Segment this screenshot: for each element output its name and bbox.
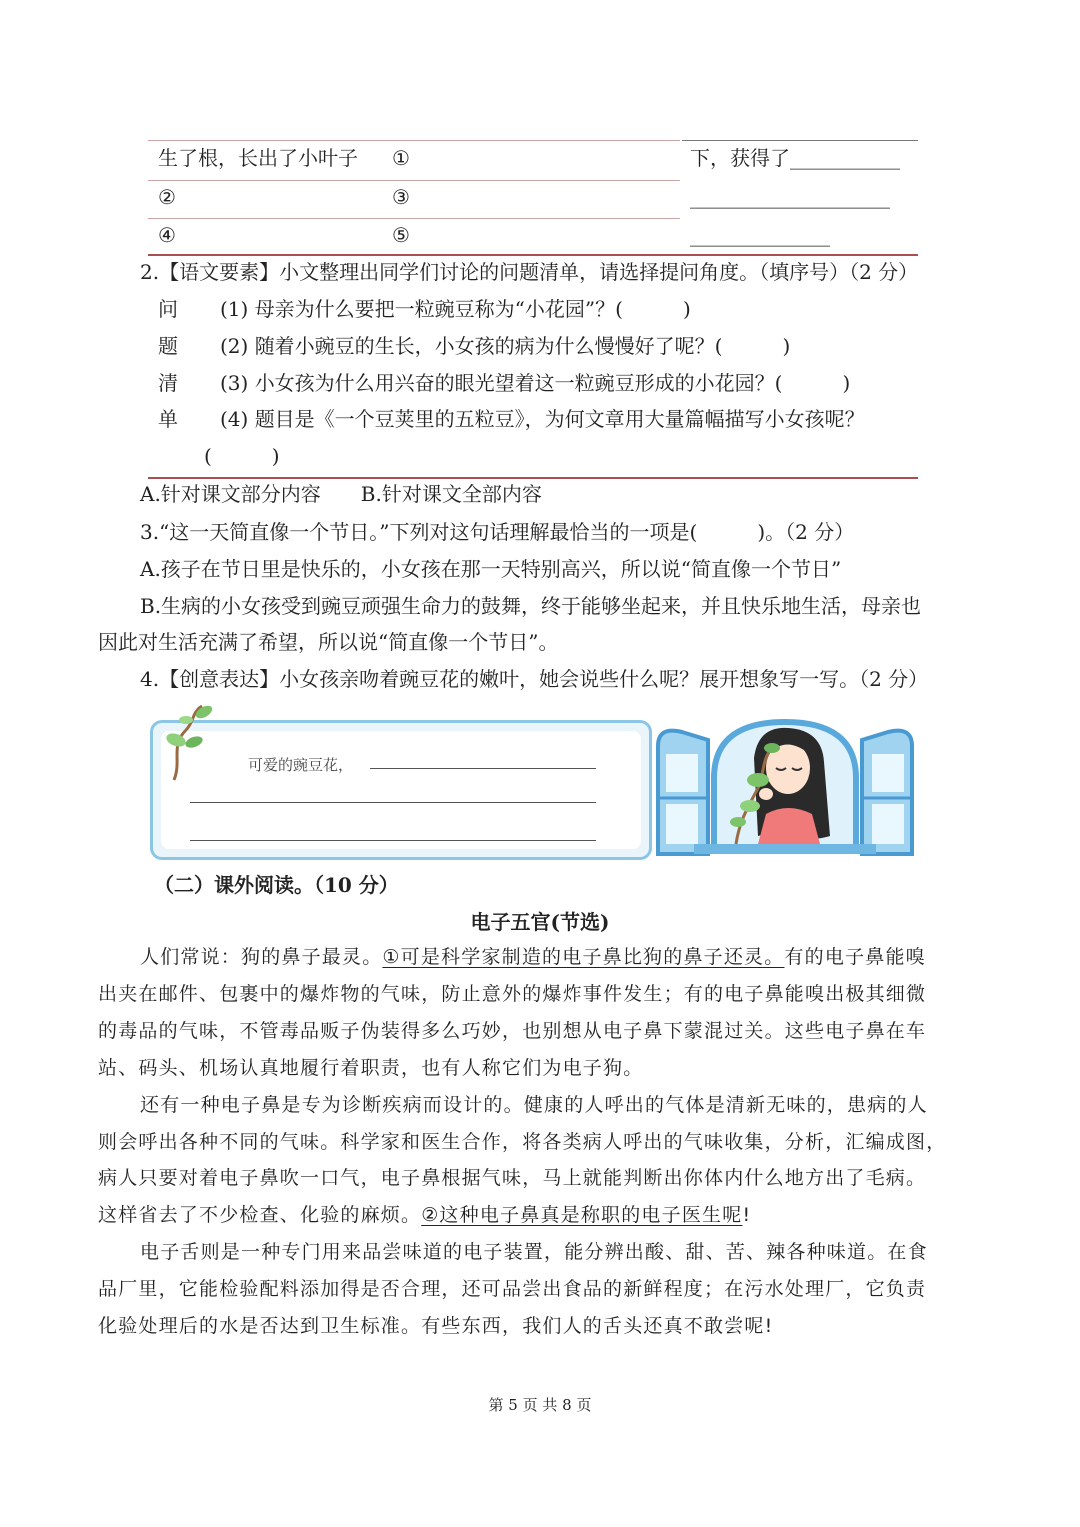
passage-text: 人们常说：狗的鼻子最灵。: [140, 946, 383, 968]
question-options: A.针对课文部分内容 B.针对课文全部内容: [140, 482, 542, 506]
passage-line: 站、码头、机场认真地履行着职责，也有人称它们为电子狗。: [98, 1057, 644, 1079]
section-heading: （二）课外阅读。（10 分）: [154, 873, 399, 897]
question-item: (2) 随着小豌豆的生长，小女孩的病为什么慢慢好了呢？( ): [220, 334, 791, 358]
question-stem: 2.【语文要素】小文整理出同学们讨论的问题清单，请选择提问角度。（填序号）（2 分）: [140, 260, 919, 284]
passage-line: 出夹在邮件、包裹中的爆炸物的气味，防止意外的爆炸事件发生；有的电子鼻能嗅出极其细微: [98, 983, 927, 1005]
writing-line: [370, 768, 596, 769]
answer-blank[interactable]: 下，获得了___________: [690, 146, 900, 170]
passage-line: 的毒品的气味，不管毒品贩子伪装得多么巧妙，也别想从电子鼻下蒙混过关。这些电子鼻在车: [98, 1020, 927, 1042]
option-a: A.孩子在节日里是快乐的，小女孩在那一天特别高兴，所以说“简直像一个节日”: [140, 557, 842, 581]
table-cell: ①: [392, 146, 410, 170]
passage-line: 电子舌则是一种专门用来品尝味道的电子装置，能分辨出酸、甜、苦、辣各种味道。在食: [140, 1241, 928, 1263]
question-stem: 3.“这一天简直像一个节日。”下列对这句话理解最恰当的一项是( )。（2 分）: [140, 520, 855, 544]
question-stem: 4.【创意表达】小女孩亲吻着豌豆花的嫩叶，她会说些什么呢？展开想象写一写。（2 分）: [140, 667, 929, 691]
answer-blank[interactable]: ____________________: [690, 185, 890, 209]
writing-line: [190, 840, 596, 841]
side-label: 单: [158, 407, 178, 431]
option-b-cont: 因此对生活充满了希望，所以说“简直像一个节日”。: [98, 630, 559, 654]
side-label: 题: [158, 334, 178, 358]
answer-blank[interactable]: ( ): [204, 444, 280, 468]
passage-line: [140, 944, 926, 970]
option-b: B.生病的小女孩受到豌豆顽强生命力的鼓舞，终于能够坐起来，并且快乐地生活，母亲也: [140, 594, 922, 618]
answer-blank[interactable]: ______________: [690, 223, 830, 247]
table-rule: [682, 140, 918, 141]
writing-area[interactable]: [161, 731, 641, 849]
writing-prompt: 可爱的豌豆花，: [248, 756, 354, 774]
writing-box: [150, 720, 652, 860]
table-bottom-rule: [148, 254, 918, 256]
table-cell: ②: [158, 185, 176, 209]
side-label: 问: [158, 297, 178, 321]
passage-text: 这样省去了不少检查、化验的麻烦。: [98, 1204, 422, 1226]
passage-line: 化验处理后的水是否达到卫生标准。有些东西，我们人的舌头还真不敢尝呢!: [98, 1315, 774, 1337]
girl-at-window-illustration: [654, 718, 916, 856]
underlined-sentence-1: ①可是科学家制造的电子鼻比狗的鼻子还灵。: [382, 946, 785, 968]
side-label: 清: [158, 371, 178, 395]
question-item: (3) 小女孩为什么用兴奋的眼光望着这一粒豌豆形成的小花园？( ): [220, 371, 851, 395]
table-cell: ⑤: [392, 223, 410, 247]
passage-title: 电子五官(节选): [470, 910, 610, 934]
passage-line: 品厂里，它能检验配料添加得是否合理，还可品尝出食品的新鲜程度；在污水处理厂，它负责: [98, 1278, 927, 1300]
list-bottom-rule: [148, 477, 918, 479]
table-rule: [148, 180, 680, 181]
table-rule: [148, 218, 680, 219]
passage-text: !: [742, 1204, 752, 1226]
table-cell: ③: [392, 185, 410, 209]
pea-vine-icon: [152, 700, 222, 784]
table-cell: 生了根，长出了小叶子: [158, 146, 358, 170]
table-cell: ④: [158, 223, 176, 247]
passage-line: [98, 1202, 751, 1228]
passage-line: 病人只要对着电子鼻吹一口气，电子鼻根据气味，马上就能判断出你体内什么地方出了毛病。: [98, 1167, 927, 1189]
question-item: (4) 题目是《一个豆荚里的五粒豆》，为何文章用大量篇幅描写小女孩呢？: [220, 407, 865, 431]
table-rule: [148, 140, 680, 141]
passage-line: 还有一种电子鼻是专为诊断疾病而设计的。健康的人呼出的气体是清新无味的，患病的人: [140, 1094, 928, 1116]
page-number: 第 5 页 共 8 页: [488, 1396, 592, 1414]
passage-line: 则会呼出各种不同的气味。科学家和医生合作，将各类病人呼出的气味收集，分析，汇编成图，: [98, 1131, 947, 1153]
underlined-sentence-2: ②这种电子鼻真是称职的电子医生呢: [421, 1204, 743, 1226]
writing-line: [190, 802, 596, 803]
question-item: (1) 母亲为什么要把一粒豌豆称为“小花园”？( ): [220, 297, 691, 321]
passage-text: 有的电子鼻能嗅: [784, 946, 926, 968]
